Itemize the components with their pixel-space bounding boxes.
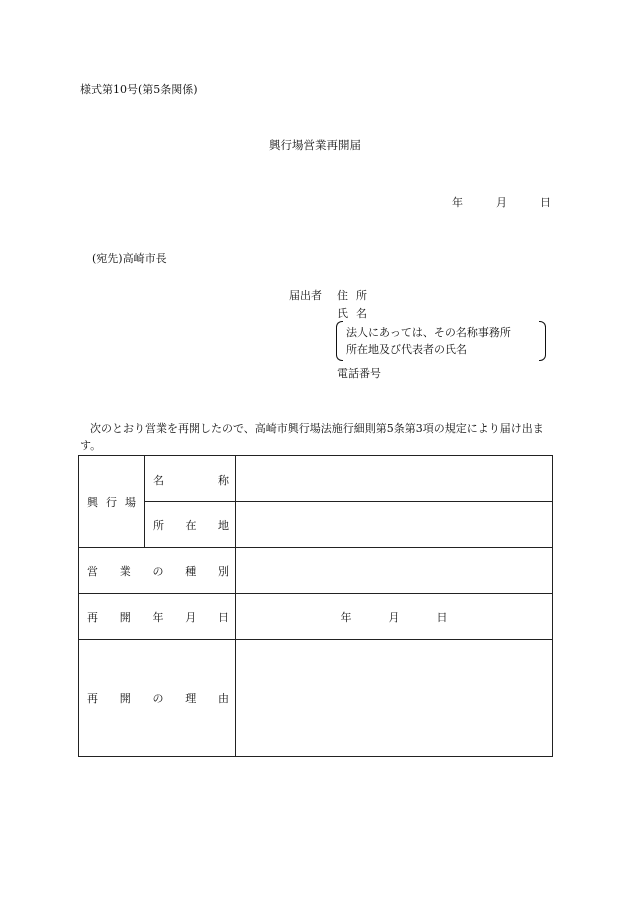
reopen-date-label-char: 開 xyxy=(119,610,131,624)
reopen-date-label-cell xyxy=(79,594,236,640)
reopen-reason-label-cell xyxy=(79,640,236,757)
corporation-note-line1: 法人にあっては、その名称事務所 xyxy=(346,326,511,339)
venue-label-char: 場 xyxy=(125,495,136,509)
business-type-label-char: 別 xyxy=(218,564,229,578)
date-year-label: 年 xyxy=(452,196,463,209)
reopen-reason-label-char: 再 xyxy=(87,692,98,705)
reopen-year-label: 年 xyxy=(340,610,352,624)
name-label: 氏名 xyxy=(337,307,375,320)
venue-name-label-char: 称 xyxy=(218,474,229,487)
business-type-label-char: 種 xyxy=(185,564,197,578)
submission-date xyxy=(452,194,551,210)
venue-location-label-cell xyxy=(145,502,236,548)
table-row xyxy=(79,502,553,548)
date-day-label: 日 xyxy=(540,196,551,209)
date-month-label: 月 xyxy=(496,196,507,209)
business-type-label-char: の xyxy=(152,564,164,578)
table-row xyxy=(79,594,553,640)
venue-label-cell xyxy=(79,456,145,548)
right-bracket xyxy=(539,321,546,361)
venue-label-char: 興 xyxy=(87,495,98,509)
reopen-date-label-char: 再 xyxy=(87,610,98,624)
venue-label-char: 行 xyxy=(106,495,117,509)
body-text: 次のとおり営業を再開したので、高崎市興行場法施行細則第5条第3項の規定により届け出ます。 xyxy=(80,422,544,452)
reopen-form-table xyxy=(78,455,553,757)
table-row xyxy=(79,548,553,594)
reopen-reason-label-char: 由 xyxy=(218,692,229,705)
reopen-month-label: 月 xyxy=(388,610,400,624)
venue-location-field[interactable] xyxy=(236,502,553,548)
reopen-day-label: 日 xyxy=(436,610,448,624)
venue-location-label-char: 所 xyxy=(153,518,164,532)
business-type-field[interactable] xyxy=(236,548,553,594)
table-row xyxy=(79,456,553,502)
venue-name-label-cell xyxy=(145,456,236,502)
reopen-reason-field[interactable] xyxy=(236,640,553,757)
phone-label: 電話番号 xyxy=(337,367,381,380)
reopen-date-label-char: 年 xyxy=(152,610,164,624)
business-type-label-char: 営 xyxy=(87,564,98,578)
venue-location-label-char: 地 xyxy=(218,518,229,532)
reopen-date-label-char: 日 xyxy=(218,610,229,624)
address-label: 住所 xyxy=(337,289,375,302)
applicant-label: 届出者 xyxy=(289,289,322,302)
reopen-date-label-char: 月 xyxy=(185,610,197,624)
business-type-label-char: 業 xyxy=(119,564,131,578)
reopen-date-field[interactable] xyxy=(236,594,553,640)
venue-name-field[interactable] xyxy=(236,456,553,502)
addressee: (宛先)高崎市長 xyxy=(92,252,167,265)
business-type-label-cell xyxy=(79,548,236,594)
left-bracket xyxy=(336,321,343,361)
venue-location-label-char: 在 xyxy=(185,518,197,532)
venue-name-label-char: 名 xyxy=(153,474,164,487)
form-number: 様式第10号(第5条関係) xyxy=(80,83,198,96)
page-title: 興行場営業再開届 xyxy=(269,138,361,152)
corporation-note-line2: 所在地及び代表者の氏名 xyxy=(346,343,467,356)
reopen-reason-label-char: 開 xyxy=(119,692,131,705)
reopen-reason-label-char: 理 xyxy=(185,692,197,705)
table-row xyxy=(79,640,553,757)
reopen-reason-label-char: の xyxy=(152,692,164,705)
corporation-note xyxy=(336,321,546,359)
